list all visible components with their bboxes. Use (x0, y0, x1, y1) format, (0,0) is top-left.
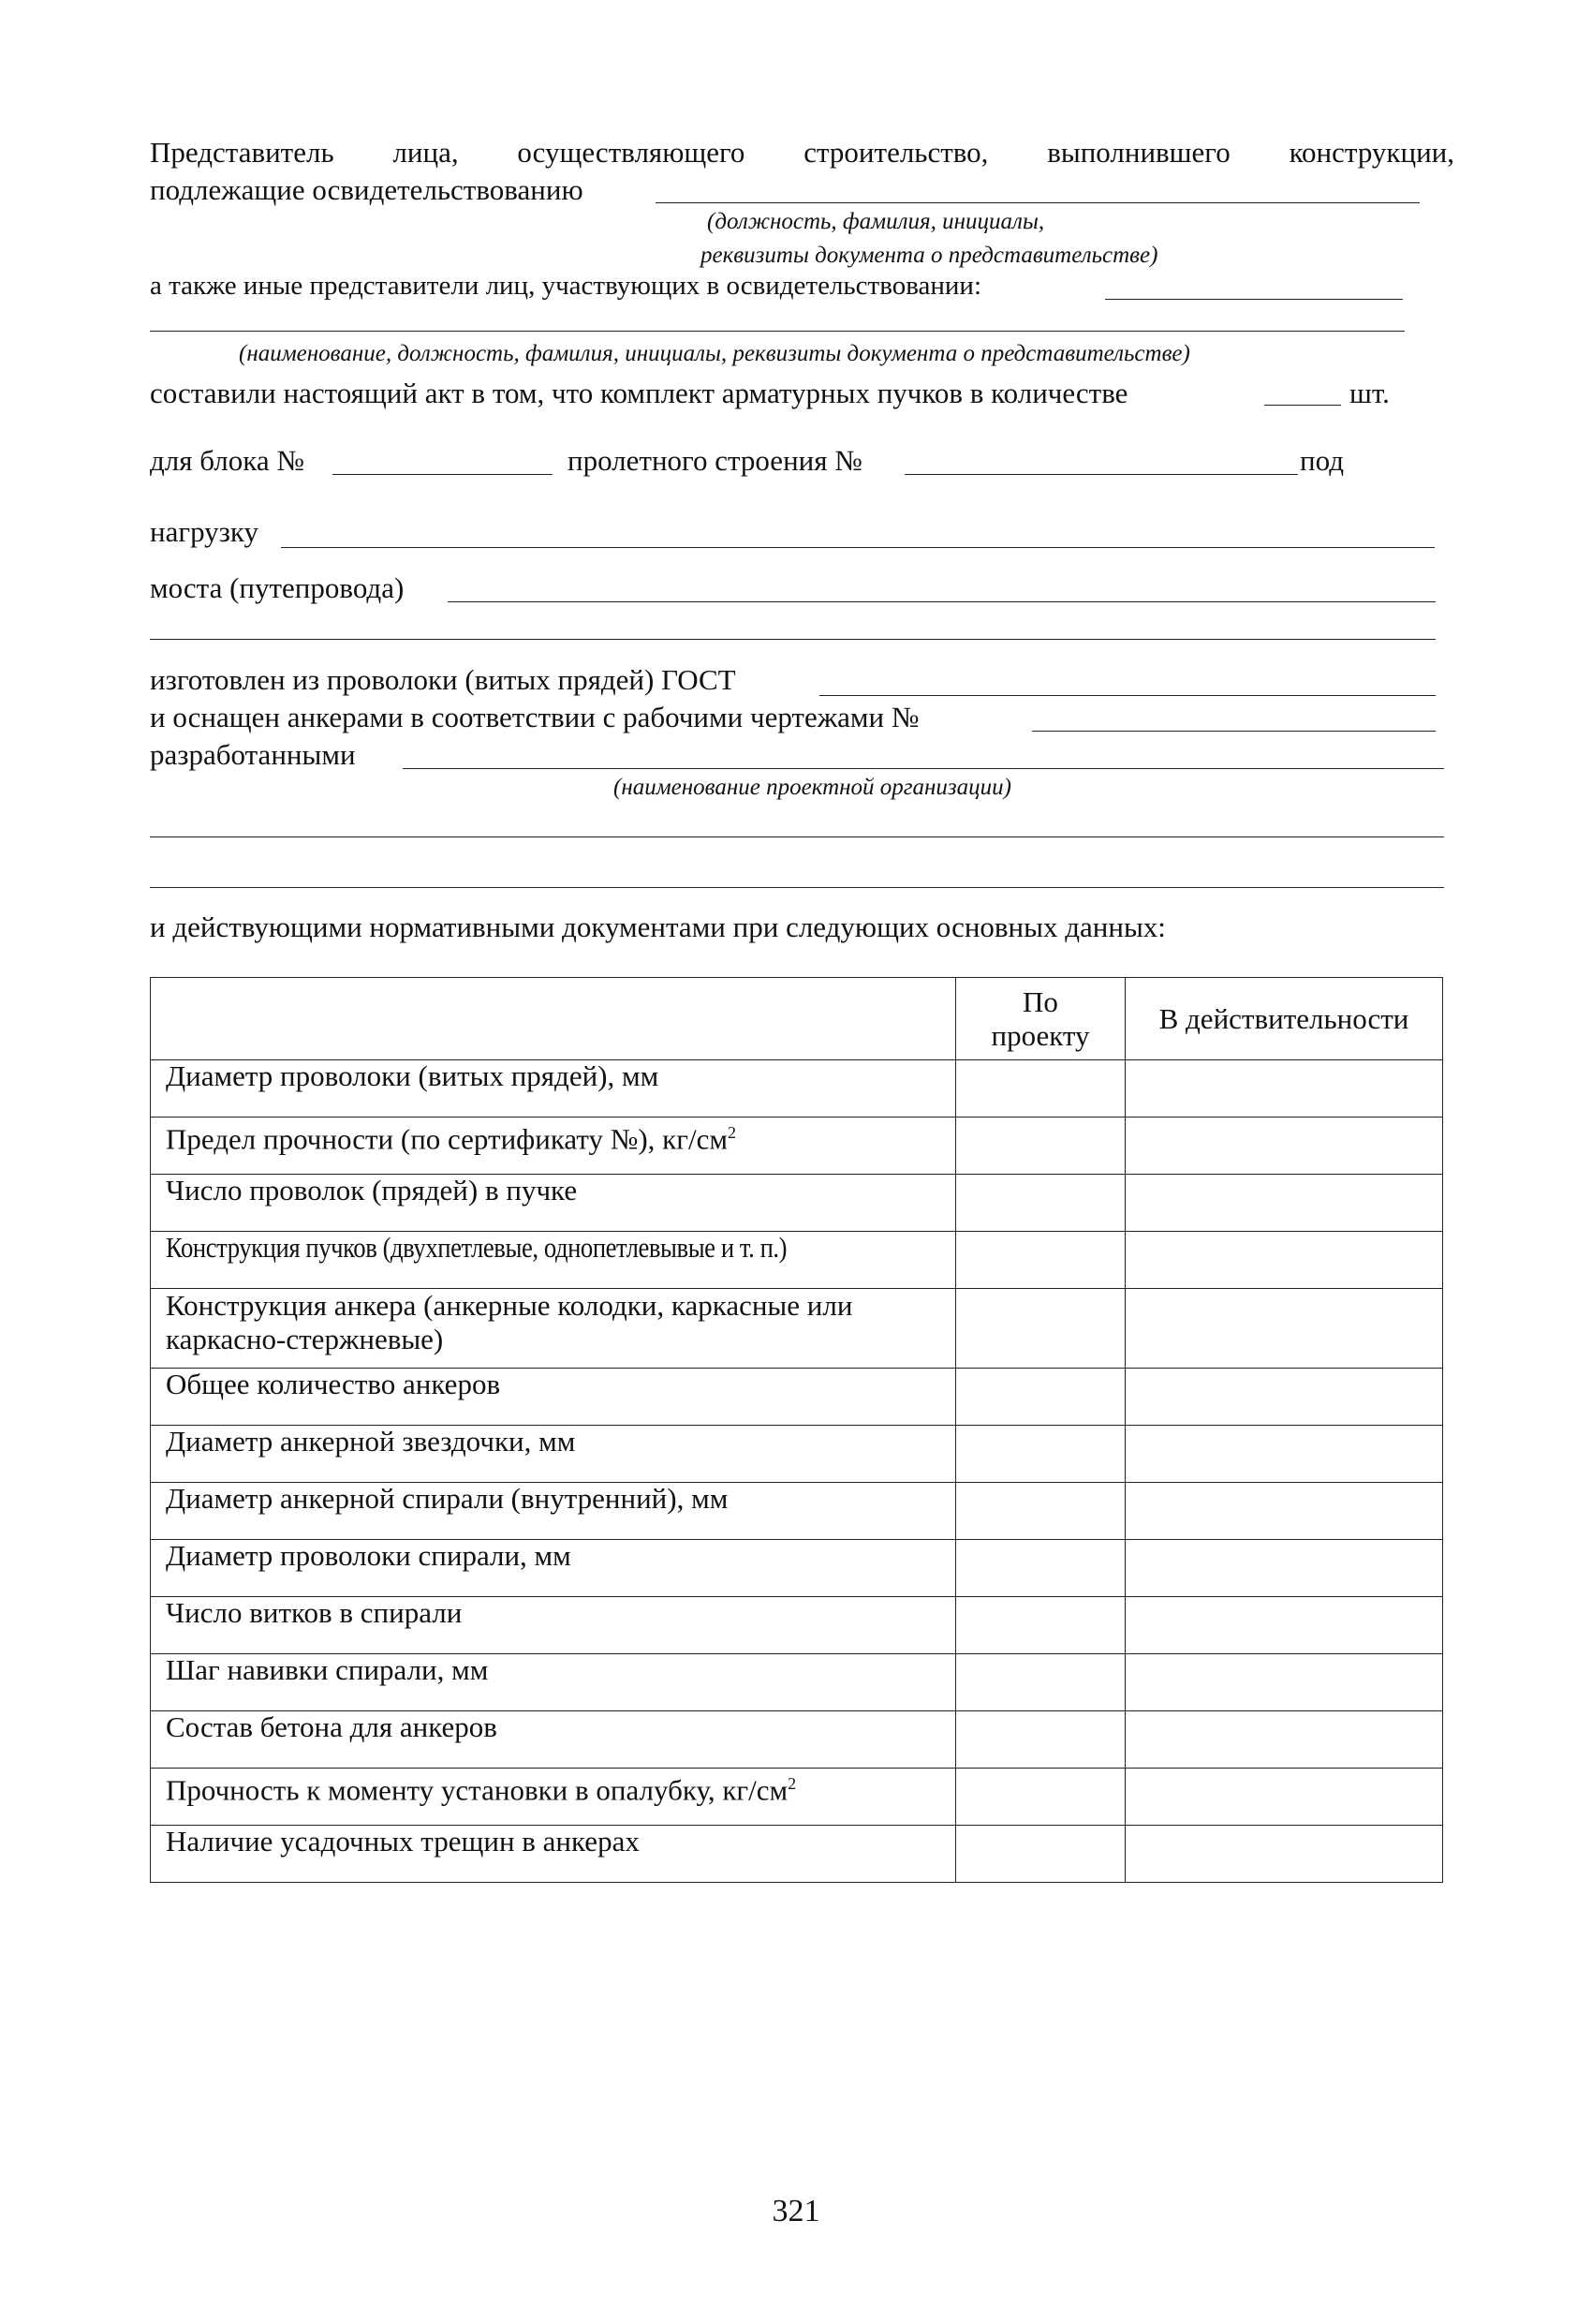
design-cell[interactable] (956, 1426, 1126, 1483)
anchors-label: и оснащен анкерами в соответствии с рабочими чертежами № (150, 701, 920, 733)
bridge-label: моста (путепровода) (150, 571, 405, 604)
design-cell[interactable] (956, 1711, 1126, 1769)
actual-cell[interactable] (1126, 1483, 1443, 1540)
table-row (151, 1289, 1443, 1369)
design-cell[interactable] (956, 1232, 1126, 1289)
caption-org: (наименование проектной организации) (613, 775, 1012, 800)
actual-cell[interactable] (1126, 1118, 1443, 1175)
others-blank-1[interactable] (1105, 299, 1403, 300)
quantity-blank[interactable] (1264, 405, 1341, 406)
load-blank[interactable] (281, 547, 1435, 548)
representative-line (150, 136, 1454, 170)
actual-cell[interactable] (1126, 1597, 1443, 1654)
others-blank-2[interactable] (150, 331, 1405, 332)
table-row (151, 1597, 1443, 1654)
caption-others: (наименование, должность, фамилия, инициалы, реквизиты документа о представительстве) (239, 341, 1190, 366)
row-label: Шаг навивки спирали, мм (151, 1654, 956, 1711)
superscript: 2 (727, 1123, 736, 1142)
word: лица, (392, 136, 459, 169)
norms-text: и действующими нормативными документами при следующих основных данных: (150, 910, 1166, 943)
word: строительство, (803, 136, 989, 169)
gost-blank[interactable] (819, 695, 1436, 696)
actual-cell[interactable] (1126, 1426, 1443, 1483)
row-label: Диаметр проволоки спирали, мм (151, 1540, 956, 1597)
row-label-text: Прочность к моменту установки в опалубку, кг/см (166, 1773, 789, 1807)
caption-position-1: (должность, фамилия, инициалы, (707, 209, 1045, 234)
table-row (151, 1175, 1443, 1232)
load-label: нагрузку (150, 515, 259, 548)
row-label: Диаметр анкерной спирали (внутренний), мм (151, 1483, 956, 1540)
table-row (151, 1540, 1443, 1597)
table-header-row (151, 978, 1443, 1060)
word: Представитель (150, 136, 334, 169)
unit-label: шт. (1349, 377, 1390, 409)
compiled-text: составили настоящий акт в том, что комплект арматурных пучков в количестве (150, 377, 1128, 409)
design-cell[interactable] (956, 1060, 1126, 1118)
data-table (150, 977, 1443, 1883)
actual-cell[interactable] (1126, 1769, 1443, 1826)
caption-position-2: реквизиты документа о представительстве) (700, 243, 1158, 268)
under-label: под (1300, 444, 1344, 477)
page-number: 321 (772, 2194, 820, 2228)
header-design-line-2: проекту (991, 1018, 1090, 1052)
row-label: Диаметр проволоки (витых прядей), мм (151, 1060, 956, 1118)
header-parameter (151, 978, 956, 1060)
table-row (151, 1060, 1443, 1118)
table-row (151, 1711, 1443, 1769)
block-label: для блока № (150, 444, 304, 477)
design-cell[interactable] (956, 1654, 1126, 1711)
row-label (151, 1118, 956, 1175)
superscript: 2 (788, 1774, 797, 1793)
design-cell[interactable] (956, 1597, 1126, 1654)
table-row (151, 1654, 1443, 1711)
table-row (151, 1826, 1443, 1883)
subject-label: подлежащие освидетельствованию (150, 173, 583, 206)
actual-cell[interactable] (1126, 1175, 1443, 1232)
row-label-text: Предел прочности (по сертификату №), кг/см (166, 1122, 728, 1156)
header-design (956, 978, 1126, 1060)
design-cell[interactable] (956, 1826, 1126, 1883)
developed-label: разработанными (150, 738, 356, 771)
actual-cell[interactable] (1126, 1289, 1443, 1369)
subject-blank[interactable] (656, 202, 1420, 203)
row-label (151, 1769, 956, 1826)
actual-cell[interactable] (1126, 1369, 1443, 1426)
actual-cell[interactable] (1126, 1654, 1443, 1711)
bridge-blank[interactable] (448, 601, 1436, 602)
row-label: Общее количество анкеров (151, 1369, 956, 1426)
span-label: пролетного строения № (568, 444, 862, 477)
bridge-blank-2[interactable] (150, 639, 1436, 640)
design-cell[interactable] (956, 1769, 1126, 1826)
row-label: Число витков в спирали (151, 1597, 956, 1654)
span-blank[interactable] (905, 474, 1298, 475)
design-cell[interactable] (956, 1289, 1126, 1369)
row-label: Диаметр анкерной звездочки, мм (151, 1426, 956, 1483)
developed-blank[interactable] (403, 768, 1444, 769)
made-from-label: изготовлен из проволоки (витых прядей) ГОСТ (150, 663, 736, 696)
actual-cell[interactable] (1126, 1711, 1443, 1769)
table-row (151, 1426, 1443, 1483)
word: осуществляющего (517, 136, 745, 169)
word: выполнившего (1047, 136, 1231, 169)
row-label: Конструкция анкера (анкерные колодки, каркасные или каркасно-стержневые) (151, 1289, 956, 1369)
design-cell[interactable] (956, 1483, 1126, 1540)
actual-cell[interactable] (1126, 1826, 1443, 1883)
row-label-text: Конструкция пучков (двухпетлевые, однопетлевывые и т. п.) (166, 1231, 788, 1264)
table-row (151, 1369, 1443, 1426)
design-cell[interactable] (956, 1118, 1126, 1175)
actual-cell[interactable] (1126, 1060, 1443, 1118)
block-blank[interactable] (332, 474, 553, 475)
row-label: Состав бетона для анкеров (151, 1711, 956, 1769)
org-blank-3[interactable] (150, 887, 1444, 888)
table-row (151, 1769, 1443, 1826)
drawings-blank[interactable] (1032, 731, 1436, 732)
header-design-line-1: По (1023, 984, 1058, 1018)
org-blank-2[interactable] (150, 836, 1444, 837)
design-cell[interactable] (956, 1369, 1126, 1426)
row-label: Наличие усадочных трещин в анкерах (151, 1826, 956, 1883)
design-cell[interactable] (956, 1175, 1126, 1232)
table-row (151, 1483, 1443, 1540)
table-row (151, 1232, 1443, 1289)
design-cell[interactable] (956, 1540, 1126, 1597)
word: конструкции, (1289, 136, 1454, 169)
table-row (151, 1118, 1443, 1175)
others-label: а также иные представители лиц, участвующих в освидетельствовании: (150, 271, 981, 301)
header-actual: В действительности (1126, 978, 1443, 1060)
row-label (151, 1232, 956, 1289)
actual-cell[interactable] (1126, 1540, 1443, 1597)
actual-cell[interactable] (1126, 1232, 1443, 1289)
row-label: Число проволок (прядей) в пучке (151, 1175, 956, 1232)
